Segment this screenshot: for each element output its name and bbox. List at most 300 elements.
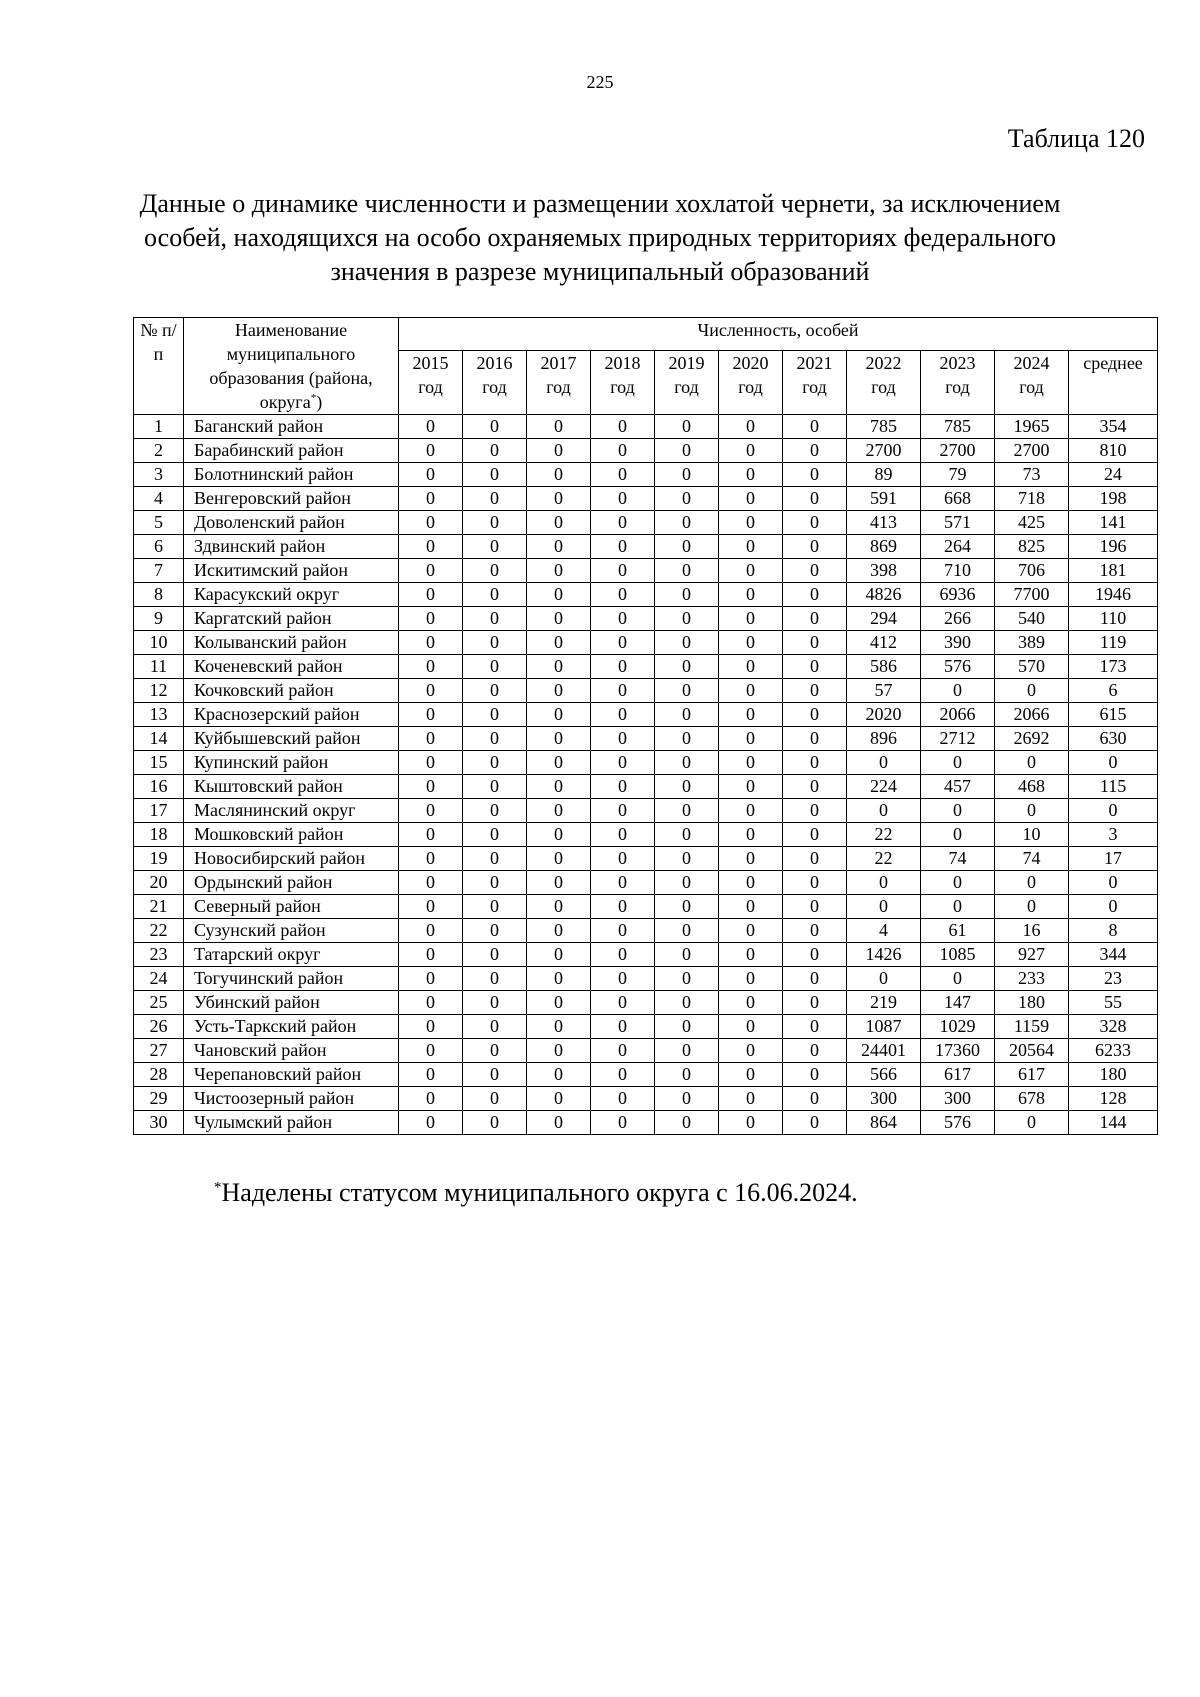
count-cell: 0 [719, 1015, 783, 1039]
count-cell: 147 [921, 991, 995, 1015]
header-count-group: Численность, особей [399, 318, 1158, 351]
count-cell: 0 [783, 535, 847, 559]
population-table [133, 317, 1158, 1135]
count-cell: 73 [995, 463, 1069, 487]
count-cell: 706 [995, 559, 1069, 583]
count-cell: 0 [399, 847, 463, 871]
row-number-cell: 28 [134, 1063, 184, 1087]
count-cell: 0 [847, 895, 921, 919]
count-cell: 0 [1069, 895, 1158, 919]
count-cell: 617 [995, 1063, 1069, 1087]
row-number-cell: 11 [134, 655, 184, 679]
count-cell: 0 [995, 799, 1069, 823]
count-cell: 0 [591, 607, 655, 631]
count-cell: 0 [719, 823, 783, 847]
table-row [134, 439, 1158, 463]
count-cell: 0 [591, 847, 655, 871]
count-cell: 0 [655, 1111, 719, 1135]
district-name-cell: Здвинский район [184, 535, 399, 559]
count-cell: 0 [399, 967, 463, 991]
row-number-cell: 4 [134, 487, 184, 511]
count-cell: 0 [655, 487, 719, 511]
count-cell: 0 [463, 775, 527, 799]
count-cell: 74 [921, 847, 995, 871]
count-cell: 0 [655, 439, 719, 463]
footnote-text: Наделены статусом муниципального округа с 16.06.2024. [221, 1178, 858, 1207]
count-cell: 0 [783, 679, 847, 703]
count-cell: 0 [399, 823, 463, 847]
header-year: среднее [1069, 350, 1158, 414]
district-name-cell: Маслянинский округ [184, 799, 399, 823]
count-cell: 0 [783, 1015, 847, 1039]
count-cell: 0 [399, 727, 463, 751]
count-cell: 0 [655, 895, 719, 919]
count-cell: 0 [921, 967, 995, 991]
table-row [134, 655, 1158, 679]
count-cell: 0 [719, 487, 783, 511]
count-cell: 0 [719, 607, 783, 631]
district-name-cell: Ордынский район [184, 871, 399, 895]
count-cell: 0 [399, 1111, 463, 1135]
count-cell: 0 [527, 655, 591, 679]
count-cell: 0 [655, 1063, 719, 1087]
count-cell: 0 [463, 895, 527, 919]
count-cell: 0 [783, 463, 847, 487]
count-cell: 344 [1069, 943, 1158, 967]
district-name-cell: Убинский район [184, 991, 399, 1015]
count-cell: 0 [527, 607, 591, 631]
header-year: 2021 год [783, 350, 847, 414]
count-cell: 0 [995, 895, 1069, 919]
table-row [134, 679, 1158, 703]
count-cell: 119 [1069, 631, 1158, 655]
count-cell: 0 [655, 847, 719, 871]
count-cell: 0 [463, 919, 527, 943]
count-cell: 0 [527, 535, 591, 559]
count-cell: 0 [783, 895, 847, 919]
count-cell: 0 [463, 655, 527, 679]
count-cell: 0 [655, 535, 719, 559]
count-cell: 0 [591, 415, 655, 439]
count-cell: 0 [527, 1111, 591, 1135]
count-cell: 0 [719, 727, 783, 751]
table-row [134, 823, 1158, 847]
page-number: 225 [586, 72, 614, 92]
table-row [134, 1015, 1158, 1039]
count-cell: 22 [847, 823, 921, 847]
table-row [134, 967, 1158, 991]
row-number-cell: 19 [134, 847, 184, 871]
count-cell: 110 [1069, 607, 1158, 631]
count-cell: 0 [921, 751, 995, 775]
count-cell: 23 [1069, 967, 1158, 991]
count-cell: 6 [1069, 679, 1158, 703]
count-cell: 0 [399, 655, 463, 679]
table-row [134, 847, 1158, 871]
district-name-cell: Барабинский район [184, 439, 399, 463]
count-cell: 0 [783, 1063, 847, 1087]
count-cell: 224 [847, 775, 921, 799]
header-year: 2020 год [719, 350, 783, 414]
count-cell: 0 [399, 751, 463, 775]
district-name-cell: Тогучинский район [184, 967, 399, 991]
count-cell: 0 [655, 679, 719, 703]
table-row [134, 919, 1158, 943]
count-cell: 0 [1069, 751, 1158, 775]
table-row [134, 559, 1158, 583]
count-cell: 0 [399, 463, 463, 487]
count-cell: 0 [527, 871, 591, 895]
count-cell: 0 [527, 919, 591, 943]
count-cell: 115 [1069, 775, 1158, 799]
district-name-cell: Куйбышевский район [184, 727, 399, 751]
table-label: Таблица 120 [1007, 124, 1145, 153]
count-cell: 0 [1069, 871, 1158, 895]
count-cell: 0 [921, 823, 995, 847]
count-cell: 0 [399, 679, 463, 703]
header-name-text: Наименование муниципального образования (района, округа [209, 320, 373, 412]
count-cell: 0 [463, 991, 527, 1015]
district-name-cell: Венгеровский район [184, 487, 399, 511]
count-cell: 1426 [847, 943, 921, 967]
district-name-cell: Кыштовский район [184, 775, 399, 799]
count-cell: 0 [591, 799, 655, 823]
count-cell: 0 [783, 631, 847, 655]
count-cell: 0 [463, 559, 527, 583]
header-year: 2017 год [527, 350, 591, 414]
count-cell: 0 [463, 1087, 527, 1111]
count-cell: 180 [1069, 1063, 1158, 1087]
count-cell: 0 [399, 535, 463, 559]
count-cell: 0 [527, 799, 591, 823]
count-cell: 0 [527, 727, 591, 751]
count-cell: 0 [399, 919, 463, 943]
count-cell: 0 [783, 991, 847, 1015]
count-cell: 0 [655, 607, 719, 631]
count-cell: 0 [719, 511, 783, 535]
table-row [134, 703, 1158, 727]
count-cell: 0 [591, 967, 655, 991]
count-cell: 0 [463, 967, 527, 991]
district-name-cell: Доволенский район [184, 511, 399, 535]
count-cell: 0 [655, 511, 719, 535]
count-cell: 0 [591, 559, 655, 583]
count-cell: 570 [995, 655, 1069, 679]
count-cell: 0 [719, 583, 783, 607]
row-number-cell: 20 [134, 871, 184, 895]
count-cell: 233 [995, 967, 1069, 991]
table-row [134, 535, 1158, 559]
district-name-cell: Северный район [184, 895, 399, 919]
count-cell: 4826 [847, 583, 921, 607]
count-cell: 0 [783, 559, 847, 583]
count-cell: 354 [1069, 415, 1158, 439]
header-name-footnote-mark: * [310, 392, 317, 404]
count-cell: 0 [463, 943, 527, 967]
header-name [184, 318, 399, 415]
count-cell: 0 [655, 823, 719, 847]
count-cell: 144 [1069, 1111, 1158, 1135]
row-number-cell: 3 [134, 463, 184, 487]
count-cell: 0 [527, 895, 591, 919]
count-cell: 24401 [847, 1039, 921, 1063]
count-cell: 0 [591, 487, 655, 511]
count-cell: 294 [847, 607, 921, 631]
table-row [134, 751, 1158, 775]
count-cell: 591 [847, 487, 921, 511]
count-cell: 1159 [995, 1015, 1069, 1039]
count-cell: 0 [399, 775, 463, 799]
count-cell: 0 [527, 967, 591, 991]
header-year: 2019 год [655, 350, 719, 414]
count-cell: 0 [527, 631, 591, 655]
count-cell: 198 [1069, 487, 1158, 511]
count-cell: 0 [719, 535, 783, 559]
count-cell: 0 [591, 991, 655, 1015]
row-number-cell: 26 [134, 1015, 184, 1039]
count-cell: 398 [847, 559, 921, 583]
count-cell: 79 [921, 463, 995, 487]
count-cell: 0 [399, 895, 463, 919]
count-cell: 0 [527, 1087, 591, 1111]
district-name-cell: Краснозерский район [184, 703, 399, 727]
count-cell: 678 [995, 1087, 1069, 1111]
count-cell: 0 [591, 1087, 655, 1111]
count-cell: 0 [719, 919, 783, 943]
count-cell: 0 [783, 943, 847, 967]
count-cell: 0 [719, 847, 783, 871]
district-name-cell: Болотнинский район [184, 463, 399, 487]
table-row [134, 1087, 1158, 1111]
count-cell: 0 [463, 871, 527, 895]
table-header-row [134, 318, 1158, 351]
count-cell: 0 [399, 607, 463, 631]
count-cell: 0 [719, 703, 783, 727]
row-number-cell: 8 [134, 583, 184, 607]
count-cell: 0 [995, 1111, 1069, 1135]
count-cell: 630 [1069, 727, 1158, 751]
row-number-cell: 21 [134, 895, 184, 919]
row-number-cell: 22 [134, 919, 184, 943]
count-cell: 0 [591, 895, 655, 919]
count-cell: 0 [591, 1111, 655, 1135]
count-cell: 2712 [921, 727, 995, 751]
count-cell: 0 [591, 679, 655, 703]
count-cell: 0 [591, 535, 655, 559]
count-cell: 0 [783, 415, 847, 439]
count-cell: 0 [655, 415, 719, 439]
count-cell: 0 [719, 1063, 783, 1087]
table-row [134, 415, 1158, 439]
document-title: Данные о динамике численности и размещении хохлатой чернети, за исключением особей, находящихся на особо охраняемых природных территориях федерального значения в разрезе муниципальный образований [139, 189, 1061, 286]
count-cell: 0 [655, 727, 719, 751]
row-number-cell: 29 [134, 1087, 184, 1111]
count-cell: 141 [1069, 511, 1158, 535]
count-cell: 0 [719, 1087, 783, 1111]
count-cell: 412 [847, 631, 921, 655]
count-cell: 0 [591, 1039, 655, 1063]
count-cell: 0 [783, 967, 847, 991]
count-cell: 0 [527, 463, 591, 487]
count-cell: 1946 [1069, 583, 1158, 607]
count-cell: 0 [527, 583, 591, 607]
count-cell: 1085 [921, 943, 995, 967]
district-name-cell: Чановский район [184, 1039, 399, 1063]
count-cell: 0 [655, 871, 719, 895]
count-cell: 0 [527, 415, 591, 439]
count-cell: 6233 [1069, 1039, 1158, 1063]
header-name-close: ) [316, 392, 323, 412]
count-cell: 0 [527, 751, 591, 775]
count-cell: 264 [921, 535, 995, 559]
table-row [134, 631, 1158, 655]
count-cell: 2066 [995, 703, 1069, 727]
table-row [134, 895, 1158, 919]
district-name-cell: Колыванский район [184, 631, 399, 655]
count-cell: 0 [719, 799, 783, 823]
count-cell: 0 [719, 967, 783, 991]
count-cell: 128 [1069, 1087, 1158, 1111]
count-cell: 0 [783, 1087, 847, 1111]
count-cell: 0 [463, 1015, 527, 1039]
count-cell: 0 [783, 703, 847, 727]
count-cell: 0 [921, 799, 995, 823]
table-row [134, 727, 1158, 751]
count-cell: 927 [995, 943, 1069, 967]
count-cell: 0 [591, 919, 655, 943]
count-cell: 0 [719, 991, 783, 1015]
district-name-cell: Черепановский район [184, 1063, 399, 1087]
count-cell: 0 [399, 1039, 463, 1063]
count-cell: 0 [719, 415, 783, 439]
count-cell: 0 [591, 775, 655, 799]
count-cell: 6936 [921, 583, 995, 607]
district-name-cell: Чистоозерный район [184, 1087, 399, 1111]
row-number-cell: 9 [134, 607, 184, 631]
count-cell: 0 [655, 991, 719, 1015]
count-cell: 576 [921, 655, 995, 679]
count-cell: 0 [463, 1063, 527, 1087]
count-cell: 196 [1069, 535, 1158, 559]
count-cell: 0 [463, 463, 527, 487]
count-cell: 181 [1069, 559, 1158, 583]
count-cell: 0 [783, 655, 847, 679]
count-cell: 180 [995, 991, 1069, 1015]
count-cell: 2700 [995, 439, 1069, 463]
count-cell: 0 [921, 871, 995, 895]
row-number-cell: 27 [134, 1039, 184, 1063]
district-name-cell: Усть-Таркский район [184, 1015, 399, 1039]
count-cell: 89 [847, 463, 921, 487]
count-cell: 0 [783, 847, 847, 871]
table-row [134, 607, 1158, 631]
count-cell: 0 [463, 487, 527, 511]
count-cell: 0 [591, 583, 655, 607]
count-cell: 0 [783, 775, 847, 799]
header-year: 2018 год [591, 350, 655, 414]
count-cell: 0 [527, 1039, 591, 1063]
table-row [134, 871, 1158, 895]
count-cell: 457 [921, 775, 995, 799]
count-cell: 0 [527, 1015, 591, 1039]
header-year: 2023 год [921, 350, 995, 414]
count-cell: 0 [463, 727, 527, 751]
count-cell: 0 [655, 559, 719, 583]
count-cell: 0 [655, 799, 719, 823]
count-cell: 615 [1069, 703, 1158, 727]
count-cell: 55 [1069, 991, 1158, 1015]
count-cell: 710 [921, 559, 995, 583]
count-cell: 1087 [847, 1015, 921, 1039]
count-cell: 0 [783, 1039, 847, 1063]
count-cell: 0 [921, 679, 995, 703]
count-cell: 0 [463, 823, 527, 847]
count-cell: 0 [591, 871, 655, 895]
count-cell: 3 [1069, 823, 1158, 847]
count-cell: 0 [847, 967, 921, 991]
count-cell: 0 [527, 511, 591, 535]
count-cell: 1029 [921, 1015, 995, 1039]
count-cell: 0 [463, 415, 527, 439]
count-cell: 586 [847, 655, 921, 679]
count-cell: 17360 [921, 1039, 995, 1063]
count-cell: 0 [719, 655, 783, 679]
count-cell: 0 [783, 799, 847, 823]
row-number-cell: 13 [134, 703, 184, 727]
count-cell: 0 [591, 703, 655, 727]
row-number-cell: 30 [134, 1111, 184, 1135]
count-cell: 0 [719, 631, 783, 655]
count-cell: 2692 [995, 727, 1069, 751]
count-cell: 61 [921, 919, 995, 943]
table-body [134, 415, 1158, 1135]
count-cell: 0 [399, 415, 463, 439]
header-year: 2016 год [463, 350, 527, 414]
count-cell: 0 [655, 775, 719, 799]
district-name-cell: Баганский район [184, 415, 399, 439]
count-cell: 425 [995, 511, 1069, 535]
count-cell: 0 [463, 751, 527, 775]
count-cell: 0 [655, 943, 719, 967]
district-name-cell: Сузунский район [184, 919, 399, 943]
count-cell: 2020 [847, 703, 921, 727]
count-cell: 0 [527, 679, 591, 703]
count-cell: 896 [847, 727, 921, 751]
count-cell: 0 [463, 439, 527, 463]
district-name-cell: Чулымский район [184, 1111, 399, 1135]
footnote-mark: * [214, 1179, 222, 1196]
count-cell: 0 [783, 751, 847, 775]
count-cell: 0 [921, 895, 995, 919]
count-cell: 0 [463, 535, 527, 559]
row-number-cell: 5 [134, 511, 184, 535]
header-year: 2024 год [995, 350, 1069, 414]
count-cell: 0 [527, 703, 591, 727]
count-cell: 0 [719, 775, 783, 799]
count-cell: 0 [655, 583, 719, 607]
count-cell: 668 [921, 487, 995, 511]
count-cell: 0 [527, 775, 591, 799]
count-cell: 0 [591, 463, 655, 487]
count-cell: 0 [655, 919, 719, 943]
count-cell: 0 [719, 463, 783, 487]
count-cell: 74 [995, 847, 1069, 871]
count-cell: 219 [847, 991, 921, 1015]
count-cell: 4 [847, 919, 921, 943]
count-cell: 0 [463, 1111, 527, 1135]
count-cell: 0 [783, 607, 847, 631]
table-row [134, 799, 1158, 823]
